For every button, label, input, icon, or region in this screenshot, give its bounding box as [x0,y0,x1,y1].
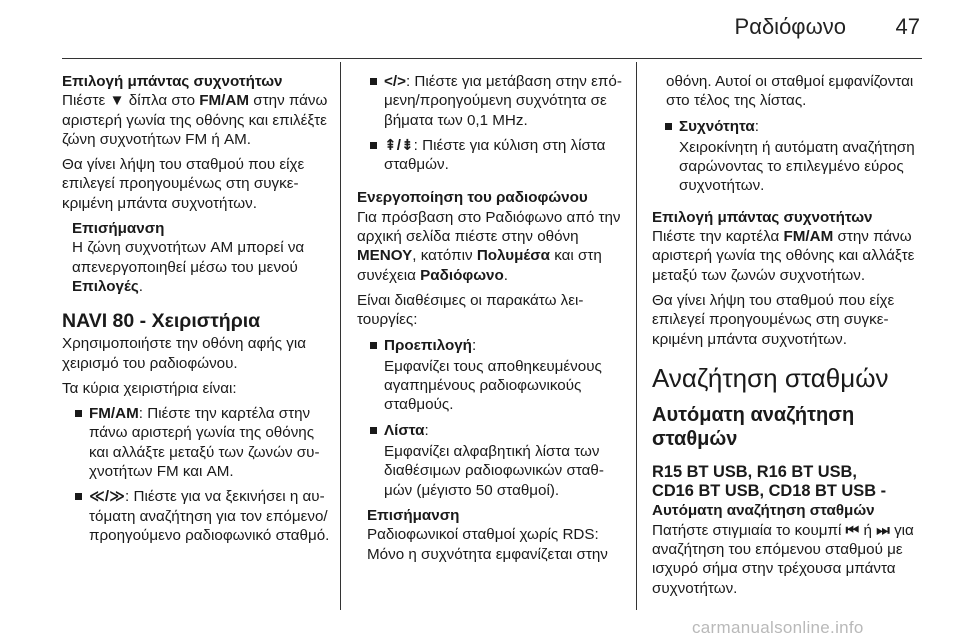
triangle-down-icon: ▼ [109,92,125,110]
list-item: Συχνότητα: Χειροκίνητη ή αυτόματη αναζήτηση σαρώνοντας το επιλεγμένο εύρος συχνοτήτων. [665,117,922,196]
note-label: Επισήμανση [367,506,460,524]
paragraph: οθόνη. Αυτοί οι σταθμοί εμφανίζονται στο τέλος της λίστας. [666,73,914,110]
functions-list [652,117,922,196]
functions-list [357,336,625,500]
paragraph: Είναι διαθέσιμες οι παρακάτω λειτουργίες: [357,291,584,329]
page-header [62,0,922,59]
section-heading-band: Επιλογή μπάντας συχνοτήτων [652,208,873,226]
column-1 [62,72,330,551]
controls-list [357,72,625,174]
step-icon: </> [384,73,406,90]
paragraph: Πατήστε στιγμιαία το κουμπί ⏮ ή ⏭ για αναζήτηση του επόμενου σταθμού με ισχυρό σήμα στην τρέχουσα μπάντα συχνοτήτων. [652,521,914,597]
paragraph: Θα γίνει λήψη του σταθμού που είχε επιλεγεί προηγουμένως στη συγκεκριμένη μπάντα συχνοτήτων. [652,291,895,348]
paragraph: Χρησιμοποιήστε την οθόνη αφής για χειρισμό του ραδιοφώνου. [62,335,307,372]
column-3 [652,72,922,604]
column-divider [340,62,341,610]
paragraph: Για πρόσβαση στο Ραδιόφωνο από την αρχική σελίδα πιέστε στην οθόνη ΜΕΝΟΥ, κατόπιν Πολυμέσα και στη συνέχεια Ραδιόφωνο. [357,208,621,284]
paragraph: Θα γίνει λήψη του σταθμού που είχε επιλεγεί προηγουμένως στη συγκεκριμένη μπάντα συχνοτήτων. [62,156,305,212]
controls-list [62,404,330,545]
list-item: Προεπιλογή: Εμφανίζει τους αποθηκευμένους αγαπημένους ραδιοφωνικούς σταθμούς. [370,336,625,415]
list-item: </>: Πιέστε για μετάβαση στην επόμενη/προηγούμενη συχνότητα σε βήματα των 0,1 MHz. [370,72,625,130]
section-heading-navi: NAVI 80 - Χειριστήρια [62,310,261,333]
note-label: Επισήμανση [72,220,165,238]
scroll-icon: ⇞/⇟ [384,136,414,154]
paragraph: Τα κύρια χειριστήρια είναι: [62,379,237,397]
subsection-heading-models: R15 BT USB, R16 BT USB, CD16 BT USB, CD18 BT USB - Αυτόματη αναζήτηση σταθμών [652,462,887,520]
list-item: ⇞/⇟: Πιέστε για κύλιση στη λίστα σταθμών. [370,136,625,175]
section-heading-band: Επιλογή μπάντας συχνοτήτων [62,73,283,90]
watermark: carmanualsonline.info [692,618,864,637]
page-number: 47 [895,14,920,39]
column-divider [636,62,637,610]
list-item: Λίστα: Εμφανίζει αλφαβητική λίστα των διαθέσιμων ραδιοφωνικών σταθμών (μέγιστο 50 σταθμοί). [370,421,625,500]
list-item: FM/AM: Πιέστε την καρτέλα στην πάνω αριστερή γωνία της οθόνης και αλλάξτε μεταξύ των ζωνών συχνοτήτων FM και AM. [75,404,330,481]
note-box: Επισήμανση Η ζώνη συχνοτήτων AM μπορεί να απενεργοποιηθεί μέσω του μενού Επιλογές. [62,219,330,296]
seek-icon: ≪/≫ [89,488,126,506]
skip-forward-icon: ⏭ [876,521,890,539]
section-heading-activation: Ενεργοποίηση του ραδιοφώνου [357,189,588,207]
column-2 [357,72,625,570]
page-title: Ραδιόφωνο [734,14,846,39]
skip-back-icon: ⏮ [845,521,860,539]
list-item: ≪/≫: Πιέστε για να ξεκινήσει η αυτόματη αναζήτηση για τον επόμενο/ προηγούμενο ραδιοφωνικό σταθμό. [75,487,330,545]
paragraph: Πιέστε την καρτέλα FM/AM στην πάνω αριστερή γωνία της οθόνης και αλλάξτε μεταξύ των ζωνών συχνοτήτων. [652,228,915,284]
paragraph: Πιέστε ▼ δίπλα στο FM/AM στην πάνω αριστερή γωνία της οθόνης και επιλέξτε ζώνη συχνοτήτων FM ή AM. [62,92,328,148]
section-heading-auto-search: Αυτόματη αναζήτηση σταθμών [652,403,855,450]
chapter-heading-search: Αναζήτηση σταθμών [652,362,889,393]
note-box: Επισήμανση Ραδιοφωνικοί σταθμοί χωρίς RDS: Μόνο η συχνότητα εμφανίζεται στην [357,506,625,564]
